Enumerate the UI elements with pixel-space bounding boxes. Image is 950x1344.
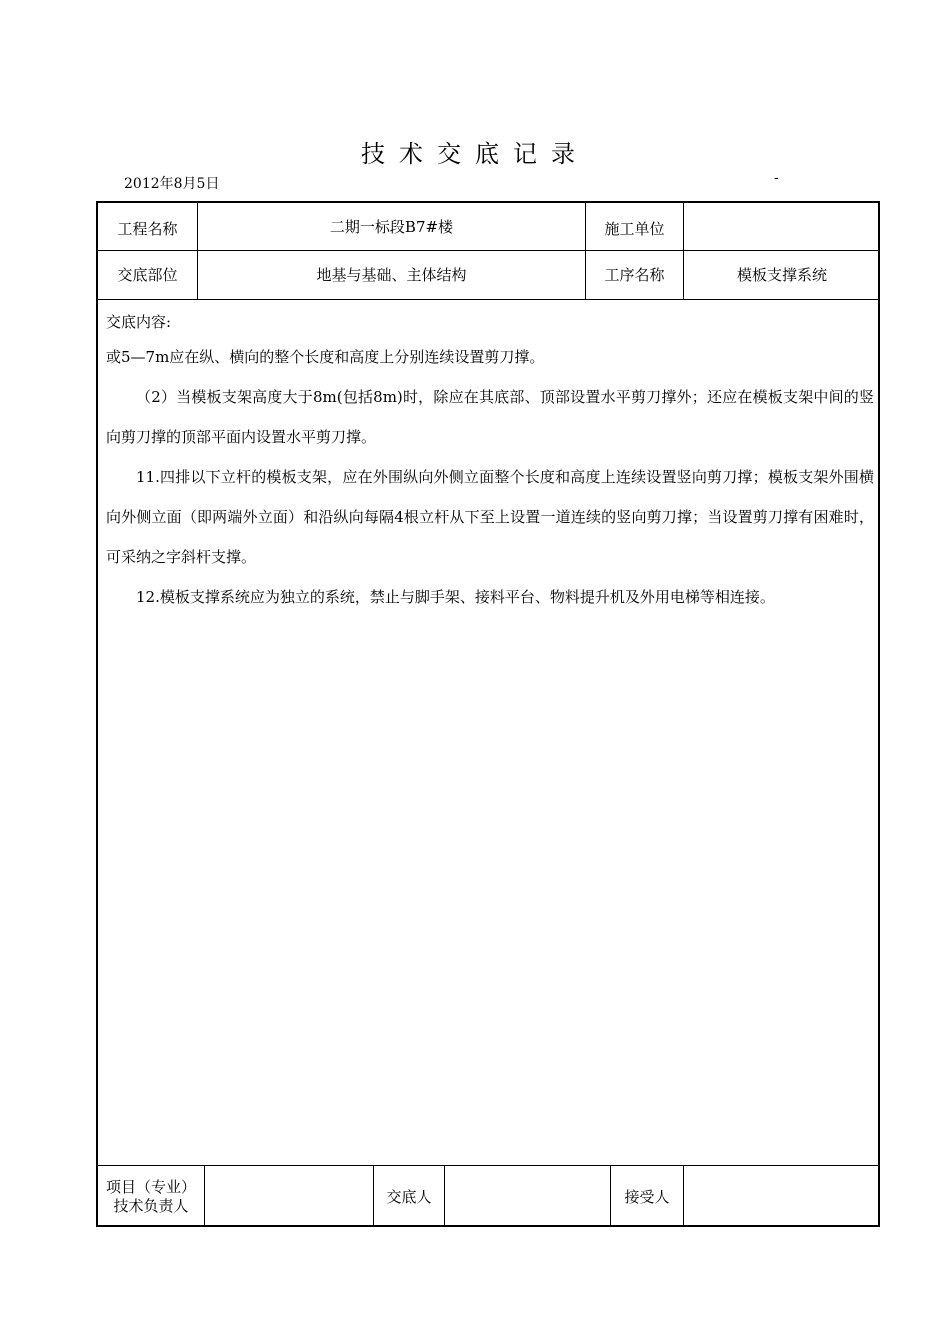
receiver-label: 接受人 bbox=[624, 1187, 670, 1206]
tech-lead-label: 项目（专业）技术负责人 bbox=[106, 1177, 197, 1215]
discloser-label: 交底人 bbox=[386, 1187, 432, 1206]
tech-lead-value bbox=[205, 1166, 373, 1227]
construction-unit-label: 施工单位 bbox=[604, 219, 665, 238]
content-label: 交底内容: bbox=[106, 313, 172, 331]
content-paragraph: 或5—7m应在纵、横向的整个长度和高度上分别连续设置剪刀撑。 bbox=[106, 348, 545, 366]
discloser-value bbox=[445, 1166, 610, 1227]
content-paragraph: 12.模板支撑系统应为独立的系统，禁止与脚手架、接料平台、物料提升机及外用电梯等相连接。 bbox=[136, 588, 775, 606]
process-name-label: 工序名称 bbox=[604, 266, 665, 284]
project-name-value: 二期一标段B7#楼 bbox=[329, 217, 454, 236]
content-paragraph: 11.四排以下立杆的模板支架，应在外围纵向外侧立面整个长度和高度上连续设置竖向剪刀撑；模板支架外围横向外侧立面（即两端外立面）和沿纵向每隔4根立杆从下至上设置一道连续的竖向剪刀撑；当设置剪刀撑有困难时，可采纳之字斜杆支撑。 bbox=[106, 468, 874, 566]
document-date: 2012年8月5日 bbox=[124, 176, 220, 192]
construction-unit-value bbox=[684, 203, 880, 250]
corner-mark: - bbox=[774, 170, 779, 186]
disclosure-part-label: 交底部位 bbox=[117, 266, 178, 284]
receiver-value bbox=[684, 1166, 880, 1227]
disclosure-form bbox=[96, 201, 880, 1227]
document-title: 技术交底记录 bbox=[361, 140, 589, 168]
process-name-value: 模板支撑系统 bbox=[736, 266, 827, 284]
disclosure-part-value: 地基与基础、主体结构 bbox=[316, 266, 467, 284]
content-paragraph: （2）当模板支架高度大于8m(包括8m)时，除应在其底部、顶部设置水平剪刀撑外；还应在模板支架中间的竖向剪刀撑的顶部平面内设置水平剪刀撑。 bbox=[106, 388, 874, 446]
project-name-label: 工程名称 bbox=[117, 219, 178, 238]
row-divider bbox=[98, 299, 878, 300]
